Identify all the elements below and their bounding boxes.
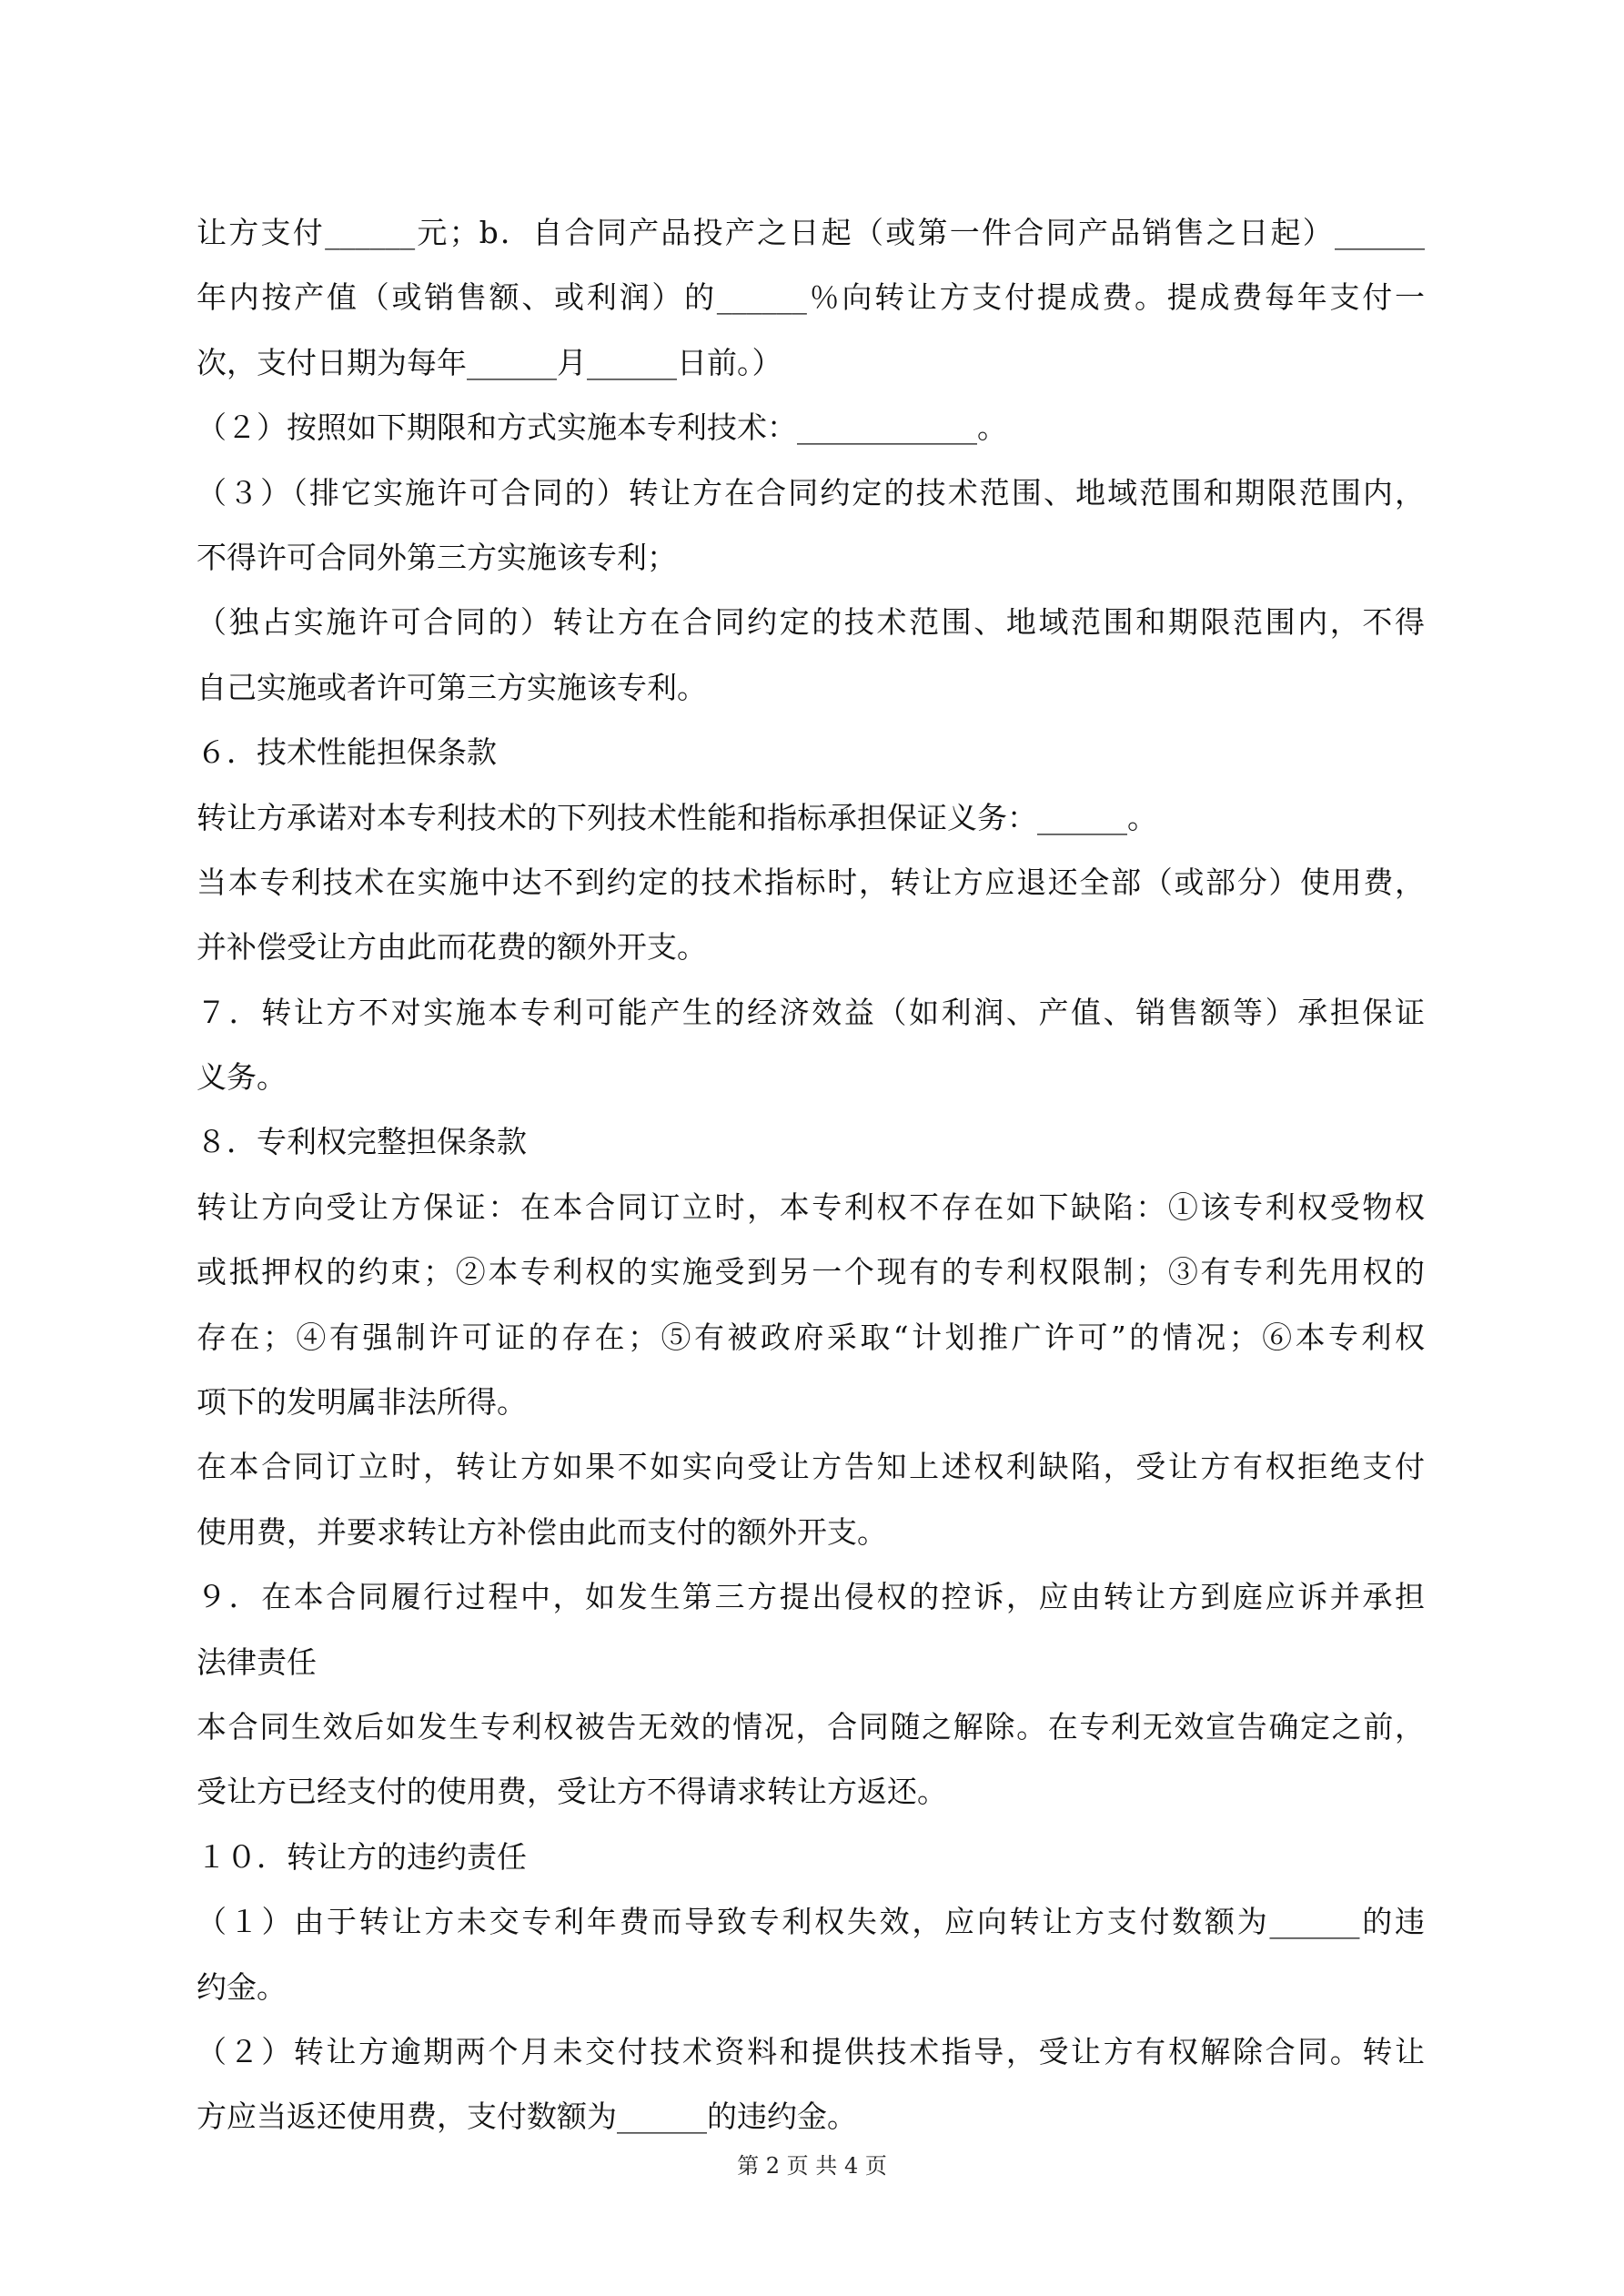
text-line: 法律责任 <box>197 1644 317 1680</box>
section-heading: ６．技术性能担保条款 <box>197 734 497 771</box>
text-line: 存在；④有强制许可证的存在；⑤有被政府采取“计划推广许可”的情况；⑥本专利权 <box>197 1319 1425 1355</box>
text-line: 当本专利技术在实施中达不到约定的技术指标时，转让方应退还全部（或部分）使用费， <box>197 864 1425 900</box>
text-line: 让方支付______元；b．自合同产品投产之日起（或第一件合同产品销售之日起）______ <box>197 215 1425 250</box>
text-line: ９．在本合同履行过程中，如发生第三方提出侵权的控诉，应由转让方到庭应诉并承担 <box>197 1579 1425 1615</box>
text-line: （２）按照如下期限和方式实施本专利技术：____________。 <box>197 410 1007 446</box>
text-line: 义务。 <box>197 1059 287 1096</box>
text-line: 使用费，并要求转让方补偿由此而支付的额外开支。 <box>197 1513 887 1550</box>
document-body <box>197 200 1425 2149</box>
text-line: 转让方向受让方保证：在本合同订立时，本专利权不存在如下缺陷：①该专利权受物权 <box>197 1188 1425 1225</box>
text-line: （独占实施许可合同的）转让方在合同约定的技术范围、地域范围和期限范围内，不得 <box>197 604 1425 641</box>
text-line: 不得许可合同外第三方实施该专利； <box>197 539 677 575</box>
section-heading: １０．转让方的违约责任 <box>197 1838 527 1875</box>
text-line: 约金。 <box>197 1968 287 2005</box>
text-line: （１）由于转让方未交专利年费而导致专利权失效，应向转让方支付数额为______的违 <box>197 1904 1425 1940</box>
text-line: 年内按产值（或销售额、或利润）的______％向转让方支付提成费。提成费每年支付一 <box>197 279 1425 316</box>
page-footer: 第 2 页 共 4 页 <box>737 2153 887 2179</box>
text-line: 在本合同订立时，转让方如果不如实向受让方告知上述权利缺陷，受让方有权拒绝支付 <box>197 1449 1425 1485</box>
text-line: 自己实施或者许可第三方实施该专利。 <box>197 669 707 705</box>
text-line: 受让方已经支付的使用费，受让方不得请求转让方返还。 <box>197 1774 947 1810</box>
text-line: 方应当返还使用费，支付数额为______的违约金。 <box>197 2099 857 2135</box>
text-line: 本合同生效后如发生专利权被告无效的情况，合同随之解除。在专利无效宣告确定之前， <box>197 1708 1425 1745</box>
text-line: （３）（排它实施许可合同的）转让方在合同约定的技术范围、地域范围和期限范围内， <box>197 474 1425 511</box>
text-line: 次，支付日期为每年______月______日前。） <box>197 344 782 380</box>
section-heading: ８．专利权完整担保条款 <box>197 1124 527 1160</box>
text-line: （２）转让方逾期两个月未交付技术资料和提供技术指导，受让方有权解除合同。转让 <box>197 2033 1425 2069</box>
text-line: 转让方承诺对本专利技术的下列技术性能和指标承担保证义务：______。 <box>197 799 1157 835</box>
text-line: 项下的发明属非法所得。 <box>197 1384 527 1421</box>
text-line: 或抵押权的约束；②本专利权的实施受到另一个现有的专利权限制；③有专利先用权的 <box>197 1254 1425 1290</box>
text-line: ７．转让方不对实施本专利可能产生的经济效益（如利润、产值、销售额等）承担保证 <box>197 994 1425 1030</box>
text-line: 并补偿受让方由此而花费的额外开支。 <box>197 929 707 966</box>
